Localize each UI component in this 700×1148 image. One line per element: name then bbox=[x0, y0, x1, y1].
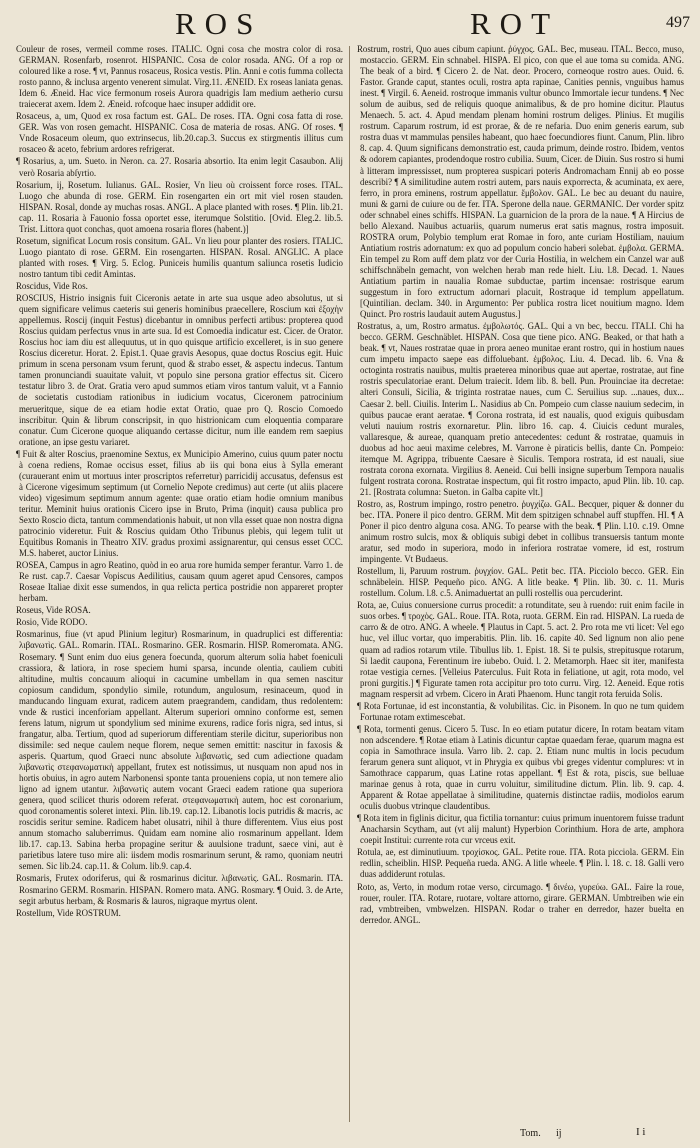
page-number: 497 bbox=[666, 14, 690, 31]
dictionary-entry: Rotula, ae, est diminutiuum. τροχίσκος. GAL. Petite roue. ITA. Rota picciola. GERM. Ein redlin, scheiblin. HISP. Pequeña rueda. ANG. A litle wheele. ¶ Plin. l. 18. c. 18. Galli vero duas addiderunt rotulas. bbox=[357, 847, 684, 880]
right-column bbox=[357, 44, 684, 1124]
dictionary-entry: Rosetum, significat Locum rosis consitum. GAL. Vn lieu pour planter des rosiers. ITALIC. Luogo piantato di rose. GERM. Ein rosengarten. HISPAN. Rosal. ANGLIC. A place planted with roses. ¶ Virg. 5. Eclog. Puniceis humilis quantum saliunca rosetis Iudicio nostro tantum tibi cedit Amintas. bbox=[16, 235, 343, 279]
dictionary-entry: ¶ Rota item in figlinis dicitur, qua fictilia tornantur: cuius primum inuentorem fuisse tradunt Anacharsin Scytham, aut (vt alij malunt) Hyperbion Corinthium. Hora de arte, amphora coepit Institui: currente rota cur vrceus exit. bbox=[357, 813, 684, 846]
dictionary-entry: ROSEA, Campus in agro Reatino, quòd in eo arua rore humida semper ferantur. Varro 1. de Re rust. cap.7. Caesar Vopiscus Aedilitius, causam quum ageret apud Censores, campos Roseae Italiae dixit esse sumendos, in qua relicta pertica postridie non appareret propter herbam. bbox=[16, 560, 343, 604]
dictionary-entry: Rosmarinus, fiue (vt apud Plinium legitur) Rosmarinum, in quadruplici est differentia: λιβανωτὶς. GAL. Romarin. ITAL. Rosmarino. GER. Rosmarin. HISP. Romeromata. ANG. Rosemary. ¶ Sunt enim duo eius genera foecunda, quorum alterum solia habet foeniculi crassiora, & latiora, in rose speciem humi sparsa, incunde olentia, cauliem cubiti altitudine, multis concauum alioqui in cacumine umbellam in qua semen nascitur copiosum candidum, spondylio simile, rotundum, angulosum, resinaceum, quod in manducando linguam exurat, radicem autem praegrandem, candidam, thus redolentem: vnde & rustici incenforiam appellant. Alterum superiori omnino conforme est, semen ferens latum, nigrum ut spondylium sed minime exurens, radice foris nigra, sed intus, si frangatur, alba. Tertium, quod ad superiorum differentiam sterile dicitur, superioribus non dissimile: sed neque caulem neque florem, neque semen emittit: nascitur in faxosis & asperis. Quartum, quod Graeci nunc absolute λιβανωτὶς, sed cum adiectione quadam λιβανωτὶς στεφανωματικὴ appellant, frutex est notissimus, ut nusquam non apud nos in hortis obuius, in agro autem Narbonensi sponte tanta proueniens copia, ut non temere alio ligno ad ignem utantur. λιβανωτὶς autem vocant Graeci eadem ratione qua superiora genera, quod scilicet thuris odorem referat. στεφανωματικὴ autem, hoc est coronarium, quod coronamentis soleret intexi. Plin. lib.19. cap.12. Libanotis locis putridis & macris, ac roscidis seritur semine. Radicem habet olusatri, nihil à thure differentem. Vius eius post annum stomacho saluberrimus. Quidam eam nomine alio rosmarinum appellant. Idem lib.17. cap.13. Sabina herba propagine seritur & auulsione tradunt, saece vini, aut è parietibus latere tuso mire ali: iisdem modis rosmarinum serunt, & ramo, quoniam neutri semen. Sic lib.24. cap.11. & Colum. lib.9. cap.4. bbox=[16, 629, 343, 872]
page-footer bbox=[0, 1126, 700, 1144]
dictionary-entry: Rosmaris, Frutex odoriferus, qui & rosmarinus dicitur. λιβανωτὶς. GAL. Rosmarin. ITA. Rosmarino GERM. Rosmarin. HISPAN. Romero mata. ANG. Rosmary. ¶ Ouid. 3. de Arte, segit arbutus herbam, & Rosmaris & lauros, nigraque myrtus olent. bbox=[16, 873, 343, 906]
dictionary-entry: Rota, ae, Cuius conuersione currus procedit: a rotunditate, seu à ruendo: ruit enim facile in suos orbes. ¶ τροχὸς. GAL. Roue. ITA. Rota, ruota. GERM. Ein rad. HISPAN. La rueda de carro & de otro. ANG. A wheele. ¶ Plautus in Capt. 5. act. 2. Pro rota me vti licet: Vel ego huc, vel illuc vortar, quo imperabitis. Plin. lib. 16. capite 40. Sed lignum non alio pene quam ad radios rotarum vtile. Tibullus lib. 1. Epist. 18. Si te pulsis, strepitusque rotarum, Si laedit caupona, Ferentinum ire iubebo. Ouid. l. 2. Metamorph. Haec sit iter, manifesta rotae vestigia cernes. [Velleius Paterculus. Fuit Rota in feliatione, ut agit, rota modo, vel proni gurgitis.] ¶ Figurate tamen rota accipitur pro toto curru. Virg. 12. Aeneid. Eque rotis magnam respersit ad vrbem. Cicero in Arati Phaenom. Hunc tangit rota feruida Solis. bbox=[357, 600, 684, 699]
dictionary-entry: Couleur de roses, vermeil comme roses. ITALIC. Ogni cosa che mostra color di rosa. GERMAN. Rosenfarb, rosenrot. HISPANIC. Cosa de color rosada. ANG. Of a rop or coloured like a rose. ¶ vt, Pannus rosaceus, Rosica vestis. Plin. Anni e cotis fumma collecta rosto panno, & inclusa argento venerent simulat. Virg.11. ÆNEID. Ex roseas laniata genas. Idem 6. Æneid. Hac vice fermonum roseis Aurora quadrigis Iam medium aetherio cursu traiecerat axem. Idem 2. Æneid. rofcoque haec insuper addidit ore. bbox=[16, 44, 343, 110]
text-columns bbox=[16, 44, 688, 1124]
header-right-word: ROT bbox=[470, 6, 559, 41]
dictionary-entry: ¶ Rosarius, a, um. Sueto. in Neron. ca. 27. Rosaria absortio. Ita enim legit Casaubon. Alij verò Rosaria abſyrtio. bbox=[16, 156, 343, 178]
dictionary-entry: Rosaceus, a, um, Quod ex rosa factum est. GAL. De roses. ITA. Ogni cosa fatta di rose. GER. Was von rosen gemacht. HISPANIC. Cosa de materia de rosas. ANG. Of roses. ¶ Vnde Rosaceum oleum, quo extrinsecus, lib.20.cap.3. Succus ex stirgmentis illitus cum rosaceo & aceto, febrium ardores refrigerat. bbox=[16, 111, 343, 155]
dictionary-entry: Rostellum, li, Paruum rostrum. ῥυγχίον. GAL. Petit bec. ITA. Picciolo becco. GER. Ein schnäbelein. HISP. Pequeño pico. ANG. A litle beake. ¶ Plin. lib. 30. c. 11. Muris rostellum. Colum. l.8. c.5. Animaduertat an pulli rostellis oua percuderint. bbox=[357, 566, 684, 599]
dictionary-entry: ¶ Fuit & alter Roscius, praenomine Sextus, ex Municipio Amerino, cuius quum pater noctu à coena rediens, Romae occisus esset, filius ab iis qui bona eius à Sylla emerant (curauerant enim ut mortuus inter proscriptos referretur) parricidij accusatus, defensus est à Cicerone vigesimum septimum (ut Cornelio Nepote credimus) aut certe (ut aliis placere video) vigesimum septimum annum agente: quae oratio etiam hodie omnium manibus teritur. Meminit huius orationis Cicero ipse in Bruto, Prima (inquit) causa publica pro Sexto Roscio dicta, tantum commendationis habuit, ut non vlla esset quae non nostra digna patrocinio videretur. Fuit & Roscius quidam Otho Tribunus plebis, qui legem tulit ut Equitibus Romanis in Theatro XIV. gradus proximi assignarentur, qui census esset CCC. M.S. haberet, auctor Linius. bbox=[16, 448, 343, 559]
footer-signature: ij bbox=[556, 1128, 562, 1139]
footer-catchword: I i bbox=[636, 1126, 646, 1138]
dictionary-entry: ROSCIUS, Histrio insignis fuit Ciceronis aetate in arte sua usque adeo absolutus, ut si quem significare velimus caeteris sui generis hominibus praecellere, Roscium καὶ ἐξοχὴν appellemus. Roscij (inquit Festus) dicebantur in omnibus perfecti artibus: propterea quod Roscius quidam perfectus vnus in arte sua. Id est Comoedia indicatur est. Cicer. de Orator. Roscius hoc iam diu est allequutus, ut in quo quisque artificio excelleret, is in suo genere Roscius diceretur. Horat. 2. Epist.1. Quae gravis Aesopus, quae doctus Roscius egit. Huic primum in scena personam vsum ferunt, quod & strabo esset, & aspectu indecus. Tantum tamen pronunciandi suauitate valuit, vt populo sine persona gratior effectus sit. Cicero testatur libro 3. de Orat. Gratia vero apud summos etiam viros tantum valuit, vt a Fannio de societatis custodiam rationibus in iudicium vocatus, Ciceronem patrocinium merueritque, sique de ea etiam hodie extat Oratio, quae pro Q. Roscio Comoedo inscribitur. Quin & librum conscripsit, in quo histrionicam cum eloquentia comparare conatur. Cum Cicerone quoque aliquando certasse dicitur, num ille eandem rem saepius oratione, an ipse gestu variaret. bbox=[16, 293, 343, 447]
dictionary-entry: Rosarium, ij, Rosetum. Iulianus. GAL. Rosier, Vn lieu où croissent force roses. ITAL. Luogo che abunda di rose. GERM. Ein rosengarten ein ort mit viel rosen stauden. HISPAN. Rosal, donde ay muchas rosas. ANGL. A place planted with roses. ¶ Plin. lib.21. cap. 11. Rosaria à Fauonio fossa oportet esse, iterumque Solstitio. [Ovid. Eleg.2. lib.5. Trist. Littora quot conchas, quot amoena rosaria flores (habent.)] bbox=[16, 179, 343, 234]
column-divider bbox=[349, 46, 350, 1122]
dictionary-entry: ¶ Rota Fortunae, id est inconstantia, & volubilitas. Cic. in Pisonem. In quo ne tum quidem Fortunae rotam extimescebat. bbox=[357, 700, 684, 722]
dictionary-entry: Rostrum, rostri, Quo aues cibum capiunt. ῥύγχος. GAL. Bec, museau. ITAL. Becco, muso, mostaccio. GERM. Ein schnabel. HISPA. El pico, con que el aue toma su comida. ANG. The beak of a bird. ¶ Cicero 2. de Nat. deor. Procero, corneoque rostro aues. Ouid. 6. Fastor. Grande caput, stantes oculi, rostra apta rapinae, Canities pennis, vnguibus hamus inest. ¶ Virgil. 6. Aeneid. rostroque immanis vultur obunco Immortale iecur tundens. ¶ Nec solum de auibus, sed de reliquis quoque animalibus, & de pro homine dicitur. Plautus Menaech. 5. act. 4. Apud mendam plenam homini rostrum deliges. Plinius. Et mugilis rostrum. Caparum rostrum, id est prorae, & de re nefaria. Duo enim generis earum, sub rostra duas vt mammulas pensiles habeant, quo haec foecundiores fiunt. Canum, Plin. libro 8. cap. 4. Quum significans demonstratio est, cauda primum, deinde rostro. Ibidem, ventos & odorem capiantes, prodendoque rostro cubilia. Suum, Cicer. de Diuin. Sus rostro si humi à litteram impressisset, num propterea suspicari poteris Andromacham Ennij ab eo posse describi? ¶ A similitudine autem rostri autem, pars nauis exporrecta, & acuminata, ex aere, ferro, in prora eminens, rostrum appellatur. ἔμβολον. GAL. Le bec au deuant du nauire, muni & garni de cuiure ou de fer. ITA. Sperone della naue. GERMANIC. Der vorder spitz oder schnabel eines schiffs. HISPAN. La guarnicion de la prora de la naue. ¶ A Hircius de bello Alexand. Nauibus actuariis, quarum numerus erat satis magnus, rostra imposuit. ROSTRA orum, Polybio templum erat Romae in foro, ante curiam Hostiliam, nauium Antiatium rostris adornatum: ex quo ad populum concio haberi solebat. ἐμβολα. GERMA. Ein tempel zu Rom auff dem platz vor der Curia Hostilia, in welchem ein Canzel war auß schiffschnäbeln gemacht, von welchen herab man rede hielt. Liu. l.8. Decad. 1. Naues Antiatium partim in naualia Romae subductae, partim incensae: rostrisque earum suggestum in foro extructum adornari placuit, Rostraque id templum appellatum. [Quintilian. declam. 340. in Argumento: Per publica rostra licet nouitium magno. Idem Quinct. Pro rostris laudauit autem Augustus.] bbox=[357, 44, 684, 320]
footer-tome: Tom. bbox=[520, 1128, 541, 1139]
dictionary-entry: Rosio, Vide RODO. bbox=[16, 617, 88, 628]
dictionary-entry: Rostratus, a, um, Rostro armatus. ἐμβολωτός. GAL. Qui a vn bec, beccu. ITALI. Chi ha becco. GERM. Geschnäblet. HISPAN. Cosa que tiene pico. ANG. Beaked, or that hath a beak. ¶ vt, Naues rostratae quae in prora aeneo munitae erant rostro, qui in hostium naues cum impetu impacto saepe eas diffoluebant. ἐμβολος. Liu. 4. Decad. lib. 6. Vna & octoginta rostratis nauibus, multis praeterea minoribus quae aut apertae, rostratae, aut fine rostris speculatoriae erant. Delum traiecit. Idem lib. 8. bell. Pun. Prouinciae ita decretae: alteri Consuli, Sicilia, & triginta rostratae naues, cum C. Seruilius sup. ...naues, dux... Caesar 2. bell. Ciuilis. Interim L. Nasidius ab Cn. Pompeio cum classe nauium sedecim, in quibus paucae erant aeratae. ¶ Corona rostrata, id est naualis, quod exiguis quibusdam veluti nauium rostris exornaretur. Plin. libro 16. cap. 4. Ciuicis cedunt murales, vallaresque, & aureae, quanquam pretio antecedentes: cedunt & rostratae, quamuis in duobus ad hoc aeui maxime celebres, M. Varrone è piraticis bellis, dante Cn. Pompeio: itemque M. Agrippa, tribuente Caesare è Siculis. Tempora rostrata, id est nauali, siue rostrata corona exornata. Virgilius 8. Aeneid. Cui belli insigne superbum Tempora naualis fulgent rostrata corona. Rostratae inspectum, qui fit rostro impacto, apud Plin. lib. 10. cap. 21. [Rostrata columna: Sueton. in Galba capite vlt.] bbox=[357, 321, 684, 497]
dictionary-entry: Rostellum, Vide ROSTRUM. bbox=[16, 907, 121, 918]
dictionary-entry: Rostro, as, Rostrum impingo, rostro penetro. ῥυγχίζω. GAL. Becquer, piquer & donner du bec. ITA. Ponere il pico dentro. GERM. Mit dem spitzigen schnabel auff stupffen. HI. ¶ A Poner il pico dentro alguna cosa. ANG. To pearse with the beak. ¶ Plin. l.10. c.19. Omne animum rostro sulcis, mox & obliquis subigi debet in collibus transuersis tantum monte aratur, sed modo in superiora, modo in inferiora rostratae vomere, id est, rostrum impingente. Vt Budaeus. bbox=[357, 498, 684, 565]
dictionary-entry: ¶ Rota, tormenti genus. Cicero 5. Tusc. In eo etiam putatur dicere, In rotam beatam vitam non adscendere. ¶ Rotae etiam à Latinis dicuntur captae quaedam ferae, quarum magna est copia in Samothrace insula. Varro lib. 2. cap. 2. Etiam nunc multis in locis pecudum ferarum genera sunt aliquot, vt in Phrygia ex quibus vbi greges videntur complures: vt in Samothrace capparum, quas Latine rotas appellant. ¶ Est & rota, piscis, sue belluae marinae genus à rota, quae in curru voluitur, similitudine dictum. Plin. lib. 9. cap. 4. Apparent & Rotae appellatae à similitudine, quaternis distinctae radiis, modiolos earum oculis duobus vtrinque claudentibus. bbox=[357, 723, 684, 812]
header-left-word: ROS bbox=[175, 6, 263, 41]
left-column bbox=[16, 44, 343, 1124]
dictionary-entry: Roscidus, Vide Ros. bbox=[16, 280, 88, 291]
dictionary-entry: Roseus, Vide ROSA. bbox=[16, 605, 91, 616]
dictionary-entry: Roto, as, Verto, in modum rotae verso, circumago. ¶ δινέω, γυρεύω. GAL. Faire la roue, rouer, rouler. ITA. Rotare, ruotare, voltare attorno, girare. GERMAN. Umbtreiben wie ein rad, vmbtreiben, vmbwelzen. HISPAN. Rodar o traher en derredor, hazer buelta en derredor. ANGL. bbox=[357, 881, 684, 925]
running-header bbox=[0, 0, 700, 42]
